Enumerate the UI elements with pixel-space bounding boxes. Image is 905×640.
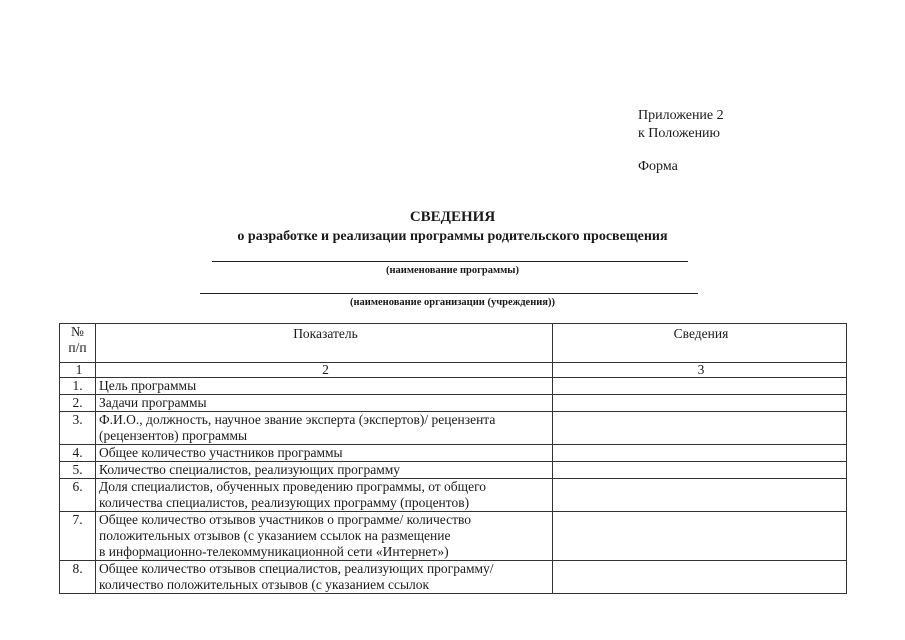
row-info-cell bbox=[553, 561, 847, 594]
row-indicator-line: Цель программы bbox=[99, 378, 197, 393]
row-info-cell bbox=[553, 445, 847, 462]
row-info-cell bbox=[553, 462, 847, 479]
table-row bbox=[60, 378, 847, 395]
header-info: Сведения bbox=[553, 324, 847, 363]
column-number-3: 3 bbox=[553, 363, 847, 378]
row-indicator-line: Общее количество отзывов специалистов, реализующих программу/ bbox=[99, 561, 494, 576]
header-number-abbrev: п/п bbox=[68, 340, 87, 355]
row-indicator-line: Ф.И.О., должность, научное звание эксперта (экспертов)/ рецензента bbox=[99, 412, 496, 427]
form-label: Форма bbox=[638, 159, 678, 174]
row-indicator-line: количества специалистов, реализующих программу (процентов) bbox=[99, 495, 470, 510]
header-indicator: Показатель bbox=[96, 324, 553, 363]
program-name-caption: (наименование программы) bbox=[386, 265, 519, 276]
info-table bbox=[59, 323, 847, 594]
table-row bbox=[60, 462, 847, 479]
row-info-cell bbox=[553, 378, 847, 395]
row-indicator bbox=[96, 412, 553, 445]
row-number: 2. bbox=[60, 395, 96, 412]
row-indicator-line: Задачи программы bbox=[99, 395, 207, 410]
row-indicator-line: Доля специалистов, обученных проведению программы, от общего bbox=[99, 479, 487, 494]
table-row bbox=[60, 395, 847, 412]
row-indicator-line: Количество специалистов, реализующих программу bbox=[99, 462, 401, 477]
row-number: 5. bbox=[60, 462, 96, 479]
column-number-2: 2 bbox=[96, 363, 553, 378]
row-indicator bbox=[96, 512, 553, 561]
column-number-row bbox=[60, 363, 847, 378]
row-indicator bbox=[96, 445, 553, 462]
row-info-cell bbox=[553, 395, 847, 412]
row-info-cell bbox=[553, 479, 847, 512]
row-info-cell bbox=[553, 512, 847, 561]
table-row bbox=[60, 412, 847, 445]
row-indicator bbox=[96, 462, 553, 479]
table-row bbox=[60, 561, 847, 594]
row-indicator-line: Общее количество участников программы bbox=[99, 445, 343, 460]
row-number: 8. bbox=[60, 561, 96, 594]
row-indicator-line: в информационно-телекоммуникационной сети «Интернет») bbox=[99, 544, 449, 559]
appendix-reference bbox=[638, 107, 724, 143]
row-indicator-line: положительных отзывов (с указанием ссылок на размещение bbox=[99, 528, 451, 543]
row-number: 1. bbox=[60, 378, 96, 395]
row-indicator bbox=[96, 561, 553, 594]
appendix-line-1: Приложение 2 bbox=[638, 108, 724, 123]
document-subtitle: о разработке и реализации программы родительского просвещения bbox=[237, 229, 668, 244]
row-number: 3. bbox=[60, 412, 96, 445]
row-number: 4. bbox=[60, 445, 96, 462]
row-indicator bbox=[96, 378, 553, 395]
organization-name-line bbox=[200, 293, 698, 294]
header-number-cell bbox=[60, 324, 96, 363]
organization-name-caption: (наименование организации (учреждения)) bbox=[350, 297, 555, 308]
table-header-row bbox=[60, 324, 847, 363]
appendix-line-2: к Положению bbox=[638, 126, 721, 141]
program-name-line bbox=[212, 261, 688, 262]
row-indicator bbox=[96, 395, 553, 412]
row-indicator-line: количество положительных отзывов (с указанием ссылок bbox=[99, 577, 430, 592]
table-row bbox=[60, 445, 847, 462]
table-row bbox=[60, 512, 847, 561]
row-indicator-line: (рецензентов) программы bbox=[99, 428, 248, 443]
document-title: СВЕДЕНИЯ bbox=[409, 209, 496, 225]
row-indicator bbox=[96, 479, 553, 512]
table-row bbox=[60, 479, 847, 512]
header-number-symbol: № bbox=[71, 324, 84, 339]
column-number-1: 1 bbox=[60, 363, 96, 378]
row-indicator-line: Общее количество отзывов участников о программе/ количество bbox=[99, 512, 472, 527]
row-number: 7. bbox=[60, 512, 96, 561]
row-number: 6. bbox=[60, 479, 96, 512]
row-info-cell bbox=[553, 412, 847, 445]
